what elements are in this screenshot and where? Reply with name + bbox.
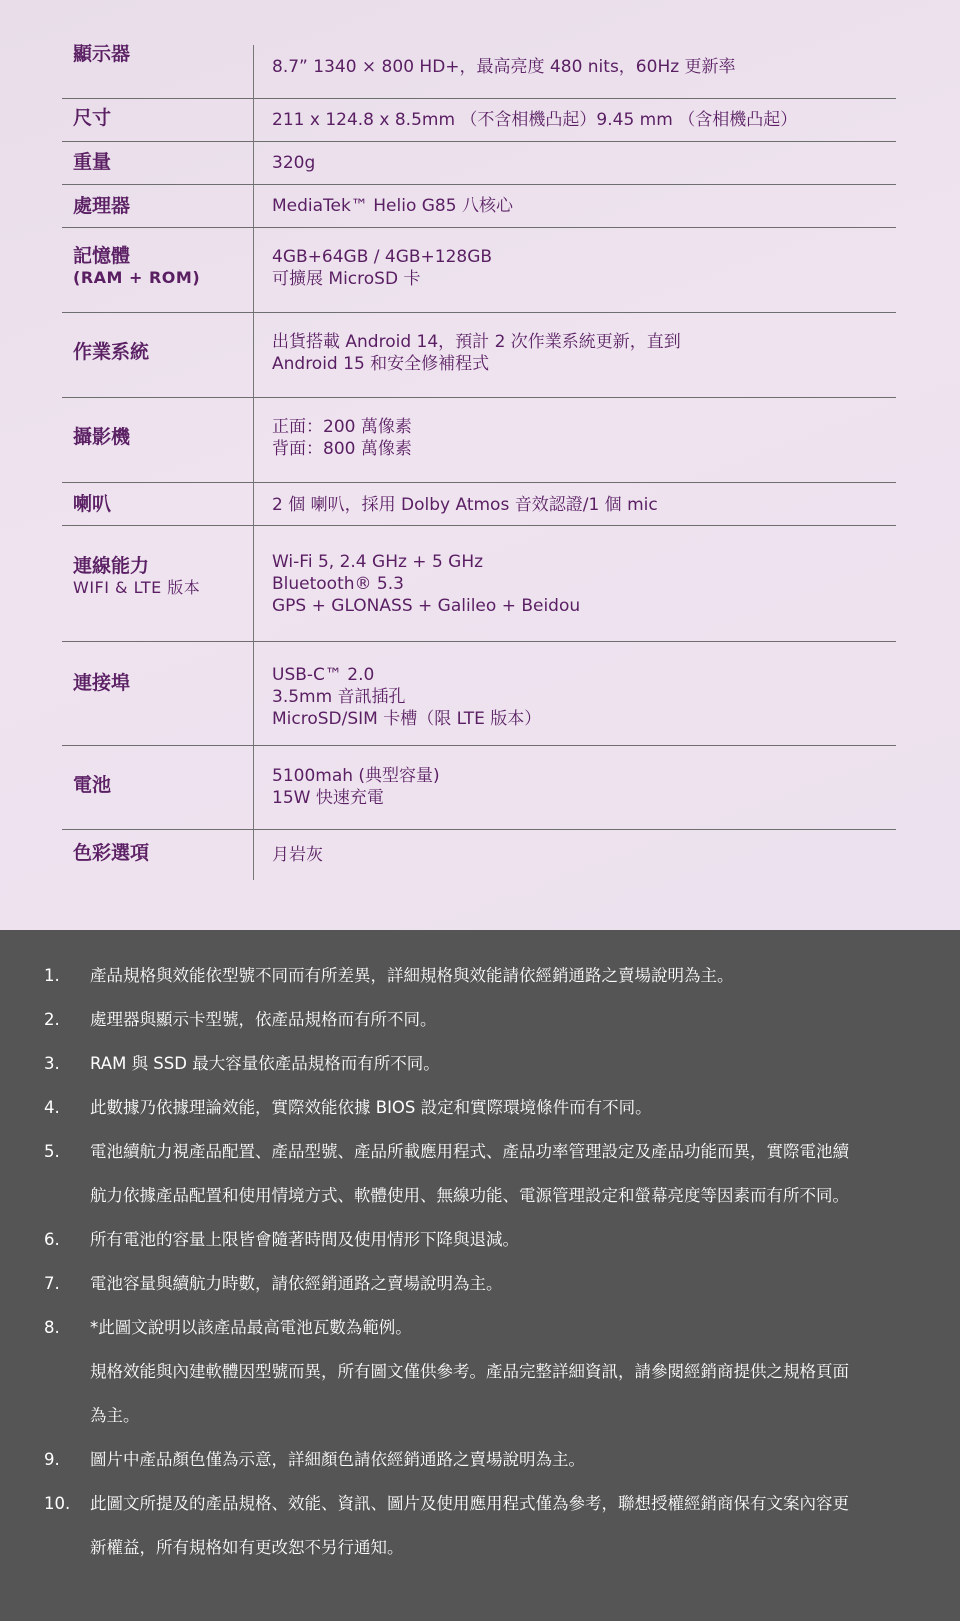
spec-row-connectivity — [62, 526, 896, 642]
spec-label: 電池 — [73, 774, 112, 796]
spec-value: 出貨搭載 Android 14，預計 2 次作業系統更新，直到 Android 15 和安全修補程式 — [272, 332, 681, 374]
spec-row-memory — [62, 228, 896, 313]
spec-label: 連線能力 WIFI & LTE 版本 — [73, 555, 201, 597]
spec-value: 月岩灰 — [272, 845, 323, 865]
spec-label: 作業系統 — [73, 341, 150, 363]
spec-row-battery — [62, 746, 896, 830]
spec-value: 5100mah (典型容量) 15W 快速充電 — [272, 766, 440, 808]
spec-row-ports — [62, 642, 896, 746]
spec-value: 211 x 124.8 x 8.5mm （不含相機凸起）9.45 mm （含相機凸起） — [272, 110, 798, 130]
spec-label: 顯示器 — [73, 43, 131, 65]
spec-row-speaker — [62, 483, 896, 525]
spec-label: 攝影機 — [73, 426, 131, 448]
spec-value: 320g — [272, 153, 316, 173]
spec-label: 色彩選項 — [73, 842, 150, 864]
spec-row-display — [62, 40, 896, 98]
spec-value: 2 個 喇叭，採用 Dolby Atmos 音效認證/1 個 mic — [272, 495, 658, 515]
spec-value: 8.7” 1340 × 800 HD+，最高亮度 480 nits，60Hz 更新率 — [272, 57, 736, 77]
spec-label: 處理器 — [73, 195, 131, 217]
spec-value: USB-C™ 2.0 3.5mm 音訊插孔 MicroSD/SIM 卡槽（限 LTE 版本） — [272, 665, 542, 729]
spec-row-dimensions — [62, 99, 896, 141]
spec-label: 記憶體 (RAM + ROM) — [73, 245, 201, 287]
spec-label: 喇叭 — [73, 493, 112, 515]
spec-row-os — [62, 313, 896, 398]
footnotes: 1. 產品規格與效能依型號不同而有所差異，詳細規格與效能請依經銷通路之賣場說明為主。 2. 處理器與顯示卡型號，依產品規格而有所不同。 3. RAM 與 SSD 最大容量依產品規格而有所不同。 4. 此數據乃依據理論效能，實際效能依據 BIOS 設定和實際環境條件而有不同。 5. 電池續航力視產品配置、產品型號、產品所載應用程式、產品功率管理設定及產品功能而異，實際電池續 航力依據產品配置和使用情境方式、軟體使用、無線功能、電源管理設定和螢幕亮度等因素而有所不同。 6. 所有電池的容量上限皆會隨著時間及使用情形下降與退減。 7. 電池容量與續航力時數，請依經銷通路之賣場說明為主。 8. *此圖文說明以該產品最高電池瓦數為範例。 規格效能與內建軟體因型號而異，所有圖文僅供參考。產品完整詳細資訊，請參閱經銷商提供之規格頁面 為主。 9. 圖片中產品顏色僅為示意，詳細顏色請依經銷通路之賣場說明為主。 10. 此圖文所提及的產品規格、效能、資訊、圖片及使用應用程式僅為參考，聯想授權經銷商保有文案內容更 新權益，所有規格如有更改恕不另行通知。 — [0, 930, 960, 1621]
spec-value: Wi-Fi 5, 2.4 GHz + 5 GHz Bluetooth® 5.3 GPS + GLONASS + Galileo + Beidou — [272, 552, 581, 616]
spec-label: 尺寸 — [73, 107, 112, 129]
spec-value: 正面：200 萬像素 背面：800 萬像素 — [272, 417, 412, 459]
spec-row-camera — [62, 398, 896, 483]
spec-row-processor — [62, 185, 896, 227]
spec-row-weight — [62, 142, 896, 184]
spec-label: 連接埠 — [73, 672, 131, 694]
spec-value: 4GB+64GB / 4GB+128GB 可擴展 MicroSD 卡 — [272, 247, 493, 289]
spec-row-color — [62, 830, 896, 880]
spec-value: MediaTek™ Helio G85 八核心 — [272, 196, 513, 216]
spec-label: 重量 — [73, 151, 112, 173]
